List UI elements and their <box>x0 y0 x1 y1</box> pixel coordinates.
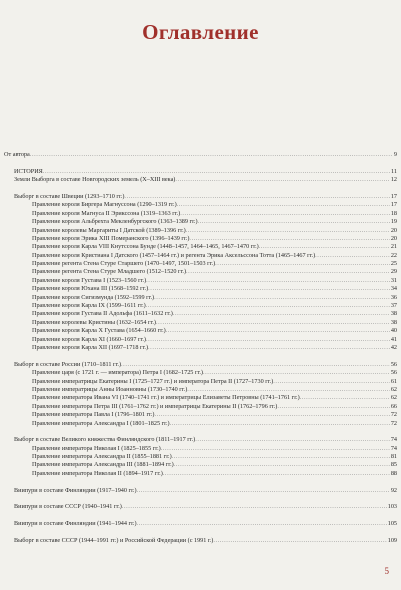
toc-entry-title: Правление императора Александра I (1801–1825 гг.) <box>32 419 170 427</box>
toc-entry[interactable] <box>4 193 397 201</box>
toc-entry-page: 74 <box>390 444 397 452</box>
toc-entry-title: Правление короля Карла IX (1599–1611 гг.) <box>32 302 146 310</box>
toc-entry-page: 36 <box>390 293 397 301</box>
toc-entry-page: 81 <box>390 453 397 461</box>
toc-entry-page: 40 <box>390 327 397 335</box>
toc-leader-dots <box>172 453 390 461</box>
toc-entry-page: 17 <box>390 192 397 200</box>
toc-entry-page: 56 <box>390 369 397 377</box>
toc-entry-title: Виипури в составе Финляндии (1917–1940 гг.) <box>14 486 137 494</box>
toc-entry-title: Выборг в составе Великого княжества Финляндского (1811–1917 гг.) <box>14 436 196 444</box>
toc-entry[interactable] <box>4 487 397 495</box>
toc-leader-dots <box>166 327 390 335</box>
toc-entry-page: 38 <box>390 318 397 326</box>
toc-entry-title: Выборг в составе СССР (1944–1991 гг.) и Российской Федерации (с 1991 г.) <box>14 536 214 544</box>
toc-entry-title: Правление императора Николая I (1825–1855 гг.) <box>32 444 161 452</box>
toc-entry-page: 105 <box>387 520 397 528</box>
toc-leader-dots <box>203 369 390 377</box>
toc-entry-title: От автора <box>4 151 30 158</box>
toc-entry[interactable] <box>4 344 397 352</box>
toc-leader-dots <box>215 260 390 268</box>
toc-entry-title: Правление императрицы Анны Иоанновны (1730–1740 гг.) <box>32 385 188 393</box>
toc-leader-dots <box>175 176 389 184</box>
toc-entry-title: Выборг в составе Швеции (1293–1710 гг.) <box>14 192 125 200</box>
toc-entry[interactable] <box>4 168 397 176</box>
toc-leader-dots <box>146 277 390 285</box>
toc-leader-dots <box>154 294 390 302</box>
toc-entry-title: Правление императора Александра II (1855–1881 гг.) <box>32 453 172 461</box>
toc-entry[interactable] <box>4 394 397 402</box>
toc-entry[interactable] <box>4 403 397 411</box>
toc-entry-title: Правление короля Карла VIII Кнутссона Бунде (1448–1457, 1464–1465, 1467–1470 гг.) <box>32 243 259 251</box>
toc-entry-page: 37 <box>390 302 397 310</box>
toc-entry[interactable] <box>4 277 397 285</box>
toc-entry-title: Правление короля Густава I (1523–1560 гг.) <box>32 276 147 284</box>
toc-entry[interactable] <box>4 285 397 293</box>
toc-leader-dots <box>273 378 390 386</box>
toc-entry-page: 19 <box>390 218 397 226</box>
toc-leader-dots <box>189 235 389 243</box>
toc-leader-dots <box>259 243 390 251</box>
toc-entry-title: Правление регента Стена Стуре Старшего (1470–1497, 1501–1503 гг.) <box>32 260 216 268</box>
toc-entry-title: Правление регента Стена Стуре Младшего (1512–1520 гг.) <box>32 268 187 276</box>
toc-entry-page: 11 <box>391 167 397 175</box>
toc-entry[interactable] <box>4 243 397 251</box>
toc-entry-title: Правление королевы Кристины (1632–1654 гг.) <box>32 318 156 326</box>
toc-entry-title: Правление королевы Маргариты I Датской (1389–1396 гг.) <box>32 226 186 234</box>
toc-entry[interactable] <box>4 503 397 511</box>
toc-entry-page: 18 <box>390 209 397 217</box>
toc-entry[interactable] <box>4 227 397 235</box>
toc-entry[interactable] <box>4 537 397 545</box>
toc-entry-page: 17 <box>390 201 397 209</box>
toc-entry[interactable] <box>4 411 397 419</box>
toc-entry-title: Правление короля Магнуса II Эрикссона (1319–1363 гг.) <box>32 209 181 217</box>
toc-entry-title: Правление короля Эрика XIII Померанского (1396–1439 гг.) <box>32 234 190 242</box>
toc-entry[interactable] <box>4 327 397 335</box>
toc-spacer <box>4 159 397 167</box>
page-title: Оглавление <box>142 20 259 44</box>
toc-entry-title: Правление императора Петра III (1761–1762 гг.) и императрицы Екатерины II (1762–1796 гг.) <box>32 402 278 410</box>
toc-spacer <box>4 352 397 360</box>
toc-entry-page: 103 <box>387 503 397 511</box>
toc-entry[interactable] <box>4 235 397 243</box>
toc-entry[interactable] <box>4 361 397 369</box>
toc-leader-dots <box>177 201 390 209</box>
toc-leader-dots <box>30 151 393 159</box>
toc-entry-title: Правление императрицы Екатерины I (1725–1727 гг.) и императора Петра II (1727–1730 гг.) <box>32 377 274 385</box>
toc-entry-page: 56 <box>390 360 397 368</box>
toc-entry[interactable] <box>4 369 397 377</box>
toc-entry[interactable] <box>4 218 397 226</box>
toc-entry-page: 72 <box>390 419 397 427</box>
toc-leader-dots <box>146 336 390 344</box>
toc-leader-dots <box>180 210 390 218</box>
toc-leader-dots <box>195 436 390 444</box>
toc-leader-dots <box>173 310 390 318</box>
toc-spacer <box>4 185 397 193</box>
toc-entry-title: Земли Выборга в составе Новгородских земель (X–XIII века) <box>14 176 176 184</box>
toc-leader-dots <box>146 302 390 310</box>
toc-entry-title: Выборг в составе России (1710–1811 гг.) <box>14 360 122 368</box>
toc-entry-title: Правление короля Карла XI (1660–1697 гг.) <box>32 335 146 343</box>
toc-entry[interactable] <box>4 268 397 276</box>
toc-entry-page: 62 <box>390 394 397 402</box>
toc-entry-page: 9 <box>393 151 397 158</box>
toc-entry[interactable] <box>4 294 397 302</box>
toc-entry[interactable] <box>4 520 397 528</box>
toc-entry[interactable] <box>4 252 397 260</box>
toc-entry-page: 42 <box>390 343 397 351</box>
toc-entry-page: 61 <box>390 377 397 385</box>
toc-entry[interactable] <box>4 453 397 461</box>
toc-spacer <box>4 478 397 486</box>
toc-entry[interactable] <box>4 176 397 184</box>
toc-entry-page: 109 <box>387 536 397 544</box>
toc-spacer <box>4 529 397 537</box>
toc-leader-dots <box>156 319 390 327</box>
toc-entry[interactable] <box>4 310 397 318</box>
toc-entry-page: 38 <box>390 310 397 318</box>
toc-entry-page: 20 <box>390 234 397 242</box>
toc-entry-page: 92 <box>390 486 397 494</box>
toc-entry[interactable] <box>4 336 397 344</box>
toc-leader-dots <box>315 252 390 260</box>
toc-entry[interactable] <box>4 151 397 159</box>
toc-leader-dots <box>122 503 387 511</box>
toc-entry-title: Правление императора Николая II (1894–1917 гг.) <box>32 469 163 477</box>
toc-entry-page: 31 <box>390 276 397 284</box>
toc-leader-dots <box>186 268 390 276</box>
toc-entry[interactable] <box>4 319 397 327</box>
toc-entry-page: 12 <box>390 176 397 184</box>
toc-entry[interactable] <box>4 445 397 453</box>
toc-entry-title: ИСТОРИЯ <box>14 167 43 175</box>
toc-entry-title: Правление царя (с 1721 г. — императора) Петра I (1682–1725 гг.) <box>32 369 203 377</box>
toc-entry-title: Правление императора Ивана VI (1740–1741 гг.) и императрицы Елизаветы Петровны (1741–1761 гг.) <box>32 394 300 402</box>
toc-leader-dots <box>148 285 390 293</box>
toc-entry-title: Правление короля Юхана III (1568–1592 гг.) <box>32 285 149 293</box>
toc-leader-dots <box>277 403 389 411</box>
toc-entry-page: 74 <box>390 436 397 444</box>
toc-spacer <box>4 495 397 503</box>
toc-entry-page: 88 <box>390 469 397 477</box>
toc-leader-dots <box>43 168 390 176</box>
toc-entry-title: Правление императора Павла I (1796–1801 гг.) <box>32 411 155 419</box>
toc-leader-dots <box>187 386 390 394</box>
toc-entry-page: 34 <box>390 285 397 293</box>
toc-leader-dots <box>137 487 390 495</box>
toc-entry[interactable] <box>4 201 397 209</box>
toc-leader-dots <box>163 470 390 478</box>
toc-entry-page: 66 <box>390 402 397 410</box>
toc-leader-dots <box>186 227 390 235</box>
toc-spacer <box>4 512 397 520</box>
toc-entry-page: 21 <box>390 243 397 251</box>
toc-entry[interactable] <box>4 210 397 218</box>
toc-entry[interactable] <box>4 461 397 469</box>
toc-entry-title: Правление императора Александра III (1881–1894 гг.) <box>32 461 174 469</box>
toc-leader-dots <box>154 411 389 419</box>
toc-leader-dots <box>124 193 389 201</box>
toc-entry-page: 41 <box>390 335 397 343</box>
toc-leader-dots <box>161 445 390 453</box>
toc-entry-page: 20 <box>390 226 397 234</box>
toc-entry-page: 22 <box>390 251 397 259</box>
toc-entry[interactable] <box>4 470 397 478</box>
toc-entry[interactable] <box>4 378 397 386</box>
toc-leader-dots <box>300 394 390 402</box>
toc-entry[interactable] <box>4 386 397 394</box>
toc-leader-dots <box>198 218 390 226</box>
toc-entry-title: Правление короля Альбрехта Мекленбургского (1363–1389 гг.) <box>32 218 198 226</box>
toc-entry-page: 25 <box>390 260 397 268</box>
toc-entry[interactable] <box>4 260 397 268</box>
toc-spacer <box>4 428 397 436</box>
toc-entry-title: Правление короля Кристиана I Датского (1457–1464 гг.) и регента Эрика Аксельссона Тотта (1465–1467 гг.) <box>32 251 316 259</box>
toc-entry-title: Правление короля Густава II Адольфа (1611–1632 гг.) <box>32 310 173 318</box>
toc-entry-page: 72 <box>390 411 397 419</box>
page-number: 5 <box>384 566 389 576</box>
toc-leader-dots <box>137 520 387 528</box>
toc-entry-title: Виипури в составе Финляндии (1941–1944 гг.) <box>14 520 137 528</box>
toc-leader-dots <box>170 420 390 428</box>
toc-entry-page: 29 <box>390 268 397 276</box>
toc-leader-dots <box>213 537 386 545</box>
toc-entry-title: Правление короля Карла XII (1697–1718 гг.) <box>32 343 149 351</box>
toc-entry-title: Правление короля Сигизмунда (1592–1599 гг.) <box>32 293 155 301</box>
toc-entry[interactable] <box>4 302 397 310</box>
toc-entry-page: 85 <box>390 461 397 469</box>
toc-entry-page: 62 <box>390 385 397 393</box>
table-of-contents <box>4 151 397 545</box>
toc-leader-dots <box>121 361 390 369</box>
toc-entry-title: Виипури в составе СССР (1940–1941 гг.) <box>14 503 122 511</box>
toc-entry-title: Правление короля Биргера Магнуссона (1290–1319 гг.) <box>32 201 177 209</box>
toc-entry[interactable] <box>4 436 397 444</box>
toc-entry-title: Правление короля Карла X Густава (1654–1660 гг.) <box>32 327 166 335</box>
toc-entry[interactable] <box>4 420 397 428</box>
toc-leader-dots <box>174 461 390 469</box>
toc-leader-dots <box>148 344 390 352</box>
